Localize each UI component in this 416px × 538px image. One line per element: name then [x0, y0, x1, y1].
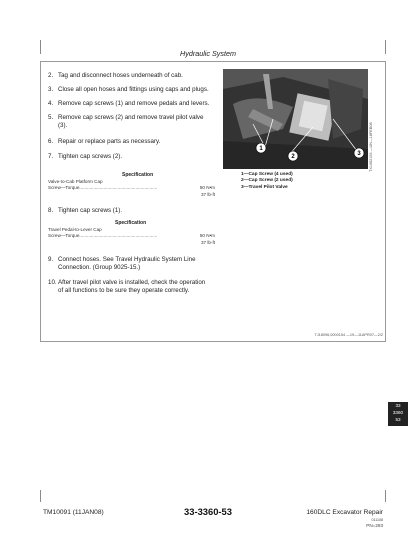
section-tab: 33 3360 53 [388, 402, 408, 426]
page-header-title: Hydraulic System [180, 49, 236, 58]
spec-2-value-imperial: 37 lb-ft [200, 240, 215, 245]
spec-1-heading: Specification [122, 172, 154, 178]
legend-item-1: 1—Cap Screw (4 used) [241, 172, 293, 177]
step-2: 2. Tag and disconnect hoses underneath of cab. [48, 72, 183, 79]
legend-item-3: 3—Travel Pilot Valve [241, 184, 288, 190]
footer-right-tick [385, 490, 386, 502]
spec-1-item-line2: Screw—Torque............................................................. [48, 185, 158, 190]
step-3: 3. Close all open hoses and fittings using caps and plugs. [48, 86, 209, 93]
footer-left-tick [40, 490, 41, 502]
step-9: 9. Connect hoses. See Travel Hydraulic System Line Connection. (Group 9025-15.) [48, 256, 196, 271]
footer-doc-id: TM10091 (11JAN08) [43, 509, 104, 516]
document-code: TJ18096,0000154 —19—11APR07—2/2 [314, 333, 383, 337]
spec-2-heading: Specification [115, 220, 147, 226]
callout-2: 2 [291, 154, 295, 160]
footer-pn: PN=293 [366, 523, 383, 528]
footer-small-code: 011108 [371, 518, 383, 522]
spec-2-item-line1: Travel Pedal-to-Lever Cap [48, 227, 102, 232]
photo-side-tag: TX1062154 —UN—18FEB08 [369, 122, 373, 172]
footer-page-number: 33-3360-53 [184, 506, 232, 517]
legend-list [241, 172, 293, 191]
step-7: 7. Tighten cap screws (2). [48, 153, 123, 160]
spec-1-value-imperial: 37 lb-ft [200, 192, 215, 197]
step-4: 4. Remove cap screws (1) and remove pedals and levers. [48, 100, 210, 107]
step-5: 5. Remove cap screws (2) and remove travel pilot valve (3). [48, 114, 204, 129]
travel-pilot-valve-photo [223, 69, 368, 169]
step-10: 10.After travel pilot valve is installed, check the operation of all functions to be sure they operate correctly. [48, 279, 206, 294]
footer-title: 160DLC Excavator Repair [306, 509, 383, 516]
legend-item-2: 2—Cap Screw (2 used) [241, 178, 293, 184]
callout-1: 1 [259, 146, 263, 152]
callout-3: 3 [357, 151, 361, 157]
spec-2-item-line2: Screw—Torque............................................................. [48, 233, 158, 238]
spec-2-value-metric: 50 N•m [199, 233, 215, 238]
spec-1-value-metric: 50 N•m [199, 185, 215, 190]
step-8: 8. Tighten cap screws (1). [48, 207, 123, 214]
step-6: 6. Repair or replace parts as necessary. [48, 138, 161, 145]
spec-1-item-line1: Valve-to-Cab Platform Cap [48, 179, 103, 184]
photo-illustration [223, 69, 368, 169]
